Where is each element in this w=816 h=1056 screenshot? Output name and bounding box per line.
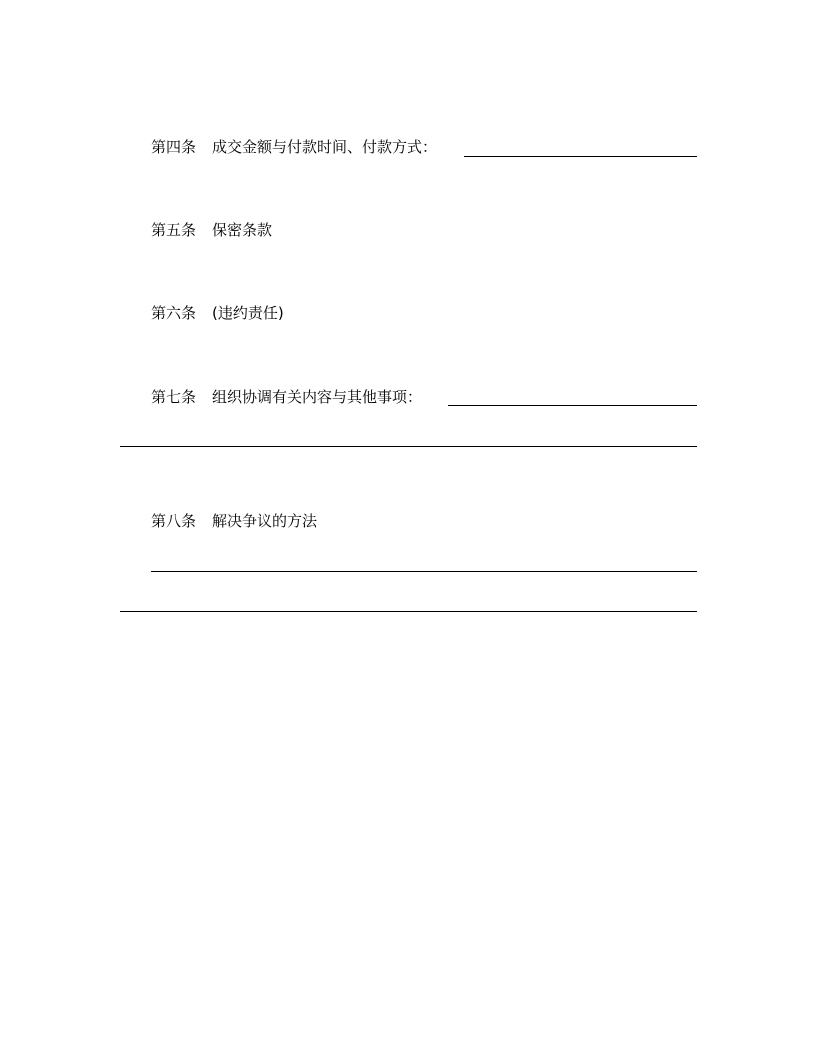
article-8-continuation-line [120, 611, 697, 612]
article-8-text: 解决争议的方法 [212, 512, 318, 530]
article-6-text: (违约责任) [212, 304, 284, 322]
article-8-blank-line [151, 571, 697, 572]
article-4-text: 成交金额与付款时间、付款方式： [212, 138, 438, 156]
article-8 [151, 512, 317, 530]
article-7-blank-line [448, 405, 697, 406]
article-6-number: 第六条 [151, 304, 197, 322]
article-5 [151, 221, 272, 239]
article-7-text: 组织协调有关内容与其他事项： [212, 388, 423, 406]
article-5-number: 第五条 [151, 221, 197, 239]
article-7-number: 第七条 [151, 388, 197, 406]
article-5-text: 保密条款 [212, 221, 273, 239]
article-7-continuation-line [120, 446, 697, 447]
article-6 [151, 304, 284, 322]
article-8-number: 第八条 [151, 512, 197, 530]
article-7 [151, 388, 422, 406]
article-4-blank-line [464, 156, 697, 157]
article-4 [151, 138, 437, 156]
article-4-number: 第四条 [151, 138, 197, 156]
